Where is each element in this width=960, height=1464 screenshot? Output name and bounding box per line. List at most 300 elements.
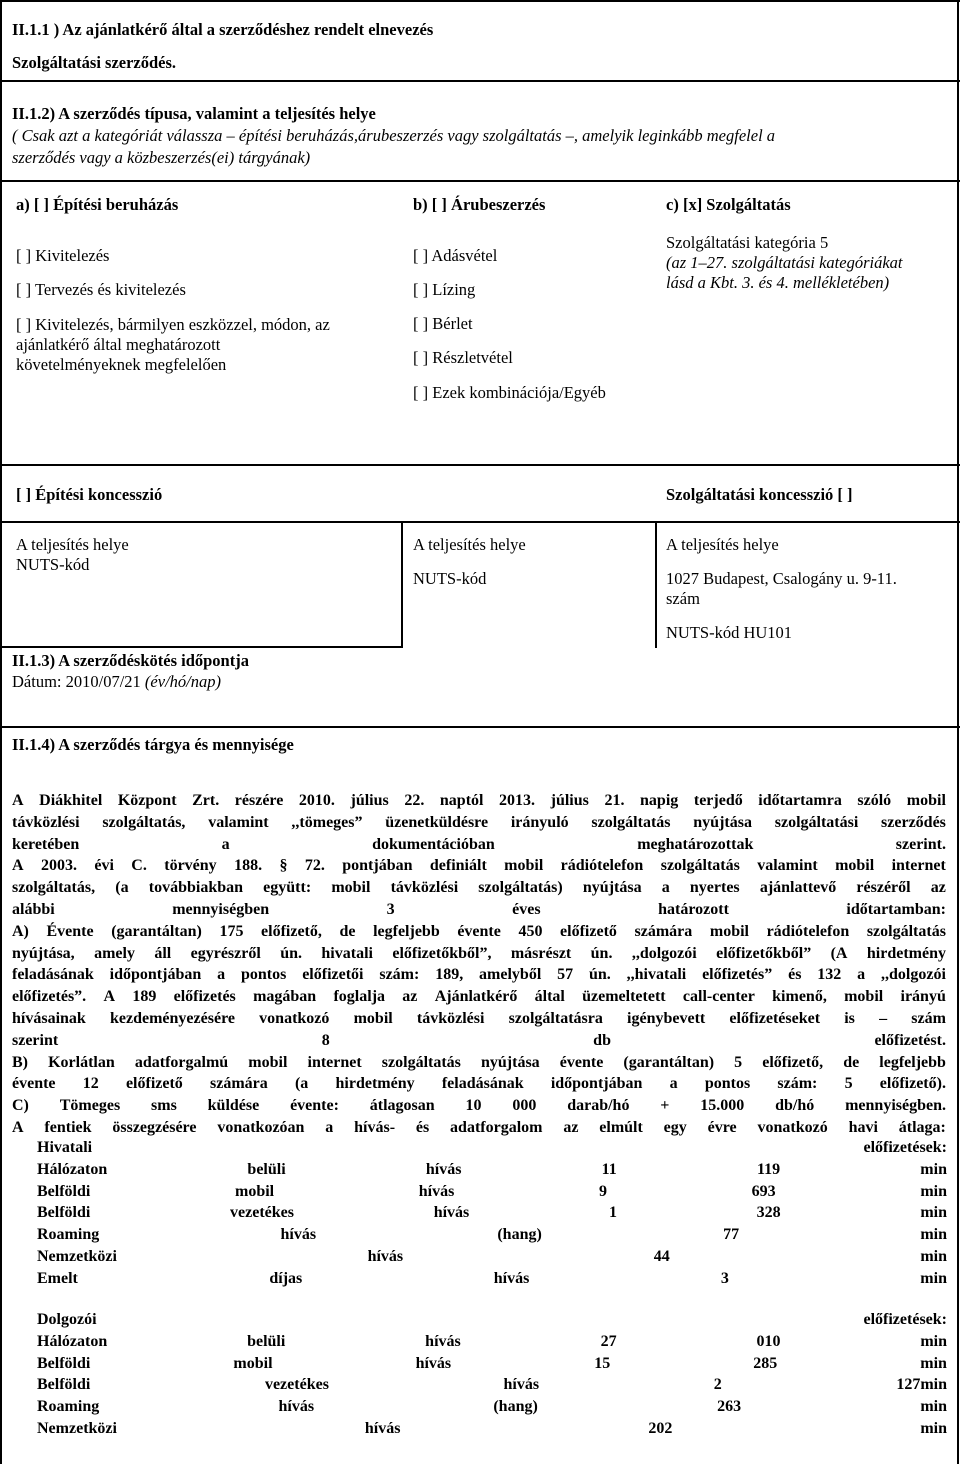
paragraph-word: hivatali xyxy=(321,944,373,962)
paragraph-word: részére xyxy=(234,792,284,809)
paragraph-word: alábbi xyxy=(12,900,55,918)
paragraph-word: 175 xyxy=(219,922,244,940)
section-114-top-border xyxy=(0,726,960,728)
date-value: Dátum: 2010/07/21 xyxy=(12,672,141,691)
paragraph-word: § xyxy=(279,857,288,875)
paragraph-word: 000 xyxy=(512,1097,537,1115)
category-note-line-1: ( Csak azt a kategóriát válassza – építési beruházás,árubeszerzés vagy szolgáltatás –, amelyik leginkább megfelel a xyxy=(12,126,776,145)
paragraph-word: a xyxy=(661,879,670,897)
paragraph-word: db/hó xyxy=(775,1097,815,1115)
paragraph-word: vonatkozóan xyxy=(217,1118,305,1136)
paragraph-word: vonatkozó xyxy=(757,1118,828,1136)
traffic-cell: belüli xyxy=(247,1160,286,1178)
traffic-cell: min xyxy=(920,1160,947,1178)
paragraph-line xyxy=(12,1030,946,1052)
paragraph-word: továbbiakban xyxy=(148,879,244,897)
paragraph-word: ún. xyxy=(588,966,611,984)
traffic-row xyxy=(37,1398,947,1420)
traffic-cell: min xyxy=(920,1269,947,1287)
paragraph-word: üzemeltetett xyxy=(582,988,666,1006)
paragraph-word: egyrészről xyxy=(190,944,261,962)
paragraph-word: előfizető, xyxy=(261,922,322,940)
traffic-cell: min xyxy=(920,1398,947,1416)
paragraph-word: előfizető xyxy=(125,1075,183,1093)
paragraph-word: szolgáltatás) xyxy=(478,879,563,897)
right-border xyxy=(957,0,959,1464)
traffic-cell: 010 xyxy=(756,1332,781,1350)
paragraph-word: definiált xyxy=(429,857,487,875)
paragraph-word: call-center xyxy=(682,988,755,1006)
paragraph-word: legfeljebb xyxy=(879,1053,946,1071)
paragraph-word: Évente xyxy=(46,922,94,940)
paragraph-word: ,,dolgozói xyxy=(631,944,697,962)
paragraph-word: feladásának xyxy=(441,1075,524,1093)
paragraph-word: távközlési xyxy=(12,813,80,831)
traffic-cell: Belföldi xyxy=(37,1376,91,1394)
contract-name: Szolgáltatási szerződés. xyxy=(12,53,177,72)
paragraph-word: valamint xyxy=(757,857,818,875)
paragraph-word: mobil xyxy=(331,879,371,897)
paragraph-word: nyújtása xyxy=(481,1053,540,1071)
paragraph-line xyxy=(12,790,946,812)
service-category-value: Szolgáltatási kategória 5 xyxy=(666,233,829,252)
traffic-cell: díjas xyxy=(269,1269,303,1287)
paragraph-word: évente xyxy=(457,922,501,940)
paragraph-word: ,,dolgozói xyxy=(881,966,946,984)
paragraph-word: db xyxy=(593,1031,611,1049)
paragraph-word: összegzésére xyxy=(112,1118,197,1136)
paragraph-word: átlaga: xyxy=(898,1118,946,1136)
paragraph-word: előfizetőkből”, xyxy=(392,944,492,962)
paragraph-word: távközlési xyxy=(390,879,459,897)
paragraph-word: Központ xyxy=(117,792,177,809)
paragraph-word: szolgáltatás, xyxy=(12,879,96,897)
paragraph-word: dokumentációban xyxy=(372,835,495,853)
place-label: A teljesítés helye xyxy=(16,535,129,554)
paragraph-word: évente: xyxy=(290,1097,339,1115)
traffic-row xyxy=(37,1183,947,1205)
traffic-cell: 1 xyxy=(608,1204,617,1222)
concession-bottom-border xyxy=(0,521,960,523)
paragraph-word: rádiótelefon xyxy=(560,857,644,875)
paragraph-word: adatforgalom xyxy=(450,1118,543,1136)
traffic-row xyxy=(37,1226,947,1248)
paragraph-word: számára xyxy=(210,1075,268,1093)
place-a xyxy=(16,535,129,575)
paragraph-word: időpontjában xyxy=(109,966,202,984)
option-kivitelezes-barmilyen xyxy=(16,315,330,375)
paragraph-word: mobil xyxy=(248,1053,288,1071)
paragraph-word: szolgáltatás xyxy=(591,813,671,831)
traffic-cell: hívás xyxy=(364,1419,401,1437)
paragraph-word: áll xyxy=(154,944,172,962)
paragraph-word: távközlési xyxy=(416,1009,485,1027)
paragraph-word: előfizető, xyxy=(762,1053,824,1071)
paragraph-word: fentiek xyxy=(44,1118,92,1136)
paragraph-word: (garantáltan) xyxy=(623,1053,715,1071)
traffic-cell: 263 xyxy=(717,1398,742,1416)
paragraph-word: irányú xyxy=(900,988,946,1006)
traffic-cell: min xyxy=(920,1332,947,1350)
top-border xyxy=(0,0,960,2)
col-a-title: a) [ ] Építési beruházás xyxy=(16,195,179,214)
paragraph-word: együtt: xyxy=(263,879,312,897)
section-111-heading: II.1.1 ) Az ajánlatkérő által a szerződéshez rendelt elnevezés xyxy=(12,20,434,39)
paragraph-word: szám: xyxy=(379,966,420,984)
nuts-code: NUTS-kód xyxy=(16,555,90,574)
traffic-header-cell: Hivatali xyxy=(37,1139,93,1156)
traffic-cell: Nemzetközi xyxy=(37,1247,117,1265)
paragraph-line xyxy=(12,943,946,965)
traffic-cell: 9 xyxy=(599,1182,608,1200)
traffic-cell: hívás xyxy=(493,1269,530,1287)
paragraph-word: a xyxy=(217,966,226,984)
paragraph-word: számára xyxy=(634,922,693,940)
section-114-heading: II.1.4) A szerződés tárgya és mennyisége xyxy=(12,735,294,754)
paragraph-line xyxy=(12,812,946,834)
place-b xyxy=(413,535,526,589)
paragraph-word: az xyxy=(402,988,418,1006)
paragraph-word: szolgáltatás, xyxy=(102,813,186,831)
paragraph-word: A xyxy=(12,792,24,809)
date-format: (év/hó/nap) xyxy=(144,672,221,691)
paragraph-word: és xyxy=(788,966,802,984)
service-concession: Szolgáltatási koncesszió [ ] xyxy=(666,485,853,504)
paragraph-word: feladásának xyxy=(12,966,94,984)
traffic-cell: (hang) xyxy=(493,1398,538,1416)
paragraph-word: kimenő, xyxy=(772,988,827,1006)
traffic-cell: min xyxy=(920,1226,947,1244)
section-112-heading: II.1.2) A szerződés típusa, valamint a teljesítés helye xyxy=(12,104,376,123)
traffic-header-cell: Dolgozói xyxy=(37,1311,97,1328)
paragraph-word: de xyxy=(843,1053,860,1071)
paragraph-word: A xyxy=(12,1118,24,1136)
paragraph-word: időpontjában xyxy=(550,1075,643,1093)
paragraph-word: átlagosan xyxy=(369,1097,435,1115)
paragraph-word: vonatkozó xyxy=(259,1009,330,1027)
traffic-cell: vezetékes xyxy=(264,1376,329,1394)
traffic-cell: Hálózaton xyxy=(37,1160,108,1178)
paragraph-word: meghatározottak xyxy=(637,835,754,853)
paragraph-word: időtartamra xyxy=(758,792,842,809)
subject-paragraph xyxy=(12,790,946,1139)
service-category xyxy=(666,233,903,293)
traffic-cell: Belföldi xyxy=(37,1204,91,1222)
option-kombinacio: [ ] Ezek kombinációja/Egyéb xyxy=(413,383,606,402)
traffic-row xyxy=(37,1161,947,1183)
paragraph-word: szolgáltatás xyxy=(866,922,946,940)
traffic-row xyxy=(37,1420,947,1442)
paragraph-word: egy xyxy=(663,1118,687,1136)
paragraph-word: évente xyxy=(12,1075,56,1093)
traffic-row xyxy=(37,1270,947,1292)
paragraph-line xyxy=(12,986,946,1008)
paragraph-word: 189, xyxy=(435,966,464,984)
option-berlet: [ ] Bérlet xyxy=(413,314,473,333)
traffic-cell: Roaming xyxy=(37,1398,100,1416)
paragraph-word: az xyxy=(930,879,946,897)
paragraph-word: a xyxy=(857,966,866,984)
traffic-row xyxy=(37,1248,947,1270)
option-lizing: [ ] Lízing xyxy=(413,280,476,299)
paragraph-word: előfizető). xyxy=(879,1075,946,1093)
traffic-cell: hívás xyxy=(415,1354,452,1372)
paragraph-word: és xyxy=(415,1118,430,1136)
paragraph-word: naptól xyxy=(439,792,484,809)
paragraph-word: magában xyxy=(253,988,317,1006)
paragraph-word: szolgáltatási xyxy=(774,813,859,831)
paragraph-word: előfizetés xyxy=(173,988,236,1006)
paragraph-line xyxy=(12,855,946,877)
paragraph-word: elmúlt xyxy=(599,1118,643,1136)
section-111-divider xyxy=(0,80,960,82)
paragraph-word: de xyxy=(339,922,356,940)
paragraph-word: Zrt. xyxy=(192,792,220,809)
traffic-cell: hívás xyxy=(418,1182,455,1200)
traffic-cell: Belföldi xyxy=(37,1354,91,1372)
paragraph-word: mobil xyxy=(504,857,544,875)
traffic-cell: hívás xyxy=(503,1376,540,1394)
paragraph-word: szám: xyxy=(777,1075,818,1093)
paragraph-word: 2010. xyxy=(298,792,335,809)
traffic-cell: 77 xyxy=(723,1226,740,1244)
paragraph-word: igénybevett xyxy=(627,1009,706,1027)
traffic-cell: 44 xyxy=(653,1247,670,1265)
paragraph-line xyxy=(12,1052,946,1074)
option-line: [ ] Kivitelezés, bármilyen eszközzel, módon, az xyxy=(16,315,330,334)
traffic-cell: 127min xyxy=(896,1376,947,1394)
traffic-cell: Emelt xyxy=(37,1269,78,1287)
paragraph-word: szám xyxy=(911,1009,946,1027)
paragraph-word: határozott xyxy=(658,900,729,918)
paragraph-word: szerint xyxy=(12,1031,59,1049)
paragraph-word: mobil xyxy=(844,988,884,1006)
paragraph-word: a xyxy=(669,1075,678,1093)
paragraph-line xyxy=(12,1073,946,1095)
paragraph-word: darab/hó xyxy=(567,1097,630,1115)
paragraph-word: 57 xyxy=(557,966,574,984)
paragraph-word: ,,tömeges” xyxy=(291,813,363,831)
paragraph-word: üzenetküldésre xyxy=(385,813,489,831)
traffic-header xyxy=(37,1311,947,1333)
paragraph-word: időtartamban: xyxy=(846,900,946,918)
paragraph-word: szóló xyxy=(857,792,892,809)
address-line: 1027 Budapest, Csalogány u. 9-11. xyxy=(666,569,897,588)
paragraph-word: (a xyxy=(294,1075,309,1093)
option-tervezes-kivitelezes: [ ] Tervezés és kivitelezés xyxy=(16,280,186,299)
paragraph-word: előfizetés” xyxy=(702,966,773,984)
traffic-cell: hívás xyxy=(425,1160,462,1178)
traffic-row xyxy=(37,1376,947,1398)
traffic-row xyxy=(37,1333,947,1355)
paragraph-word: mobil xyxy=(906,792,946,809)
paragraph-word: 5 xyxy=(734,1053,743,1071)
traffic-cell: Nemzetközi xyxy=(37,1419,117,1437)
paragraph-word: évi xyxy=(94,857,114,875)
paragraph-word: szerződés xyxy=(881,813,946,831)
paragraph-word: 10 xyxy=(465,1097,482,1115)
paragraph-word: 2013. xyxy=(499,792,536,809)
paragraph-word: 21. xyxy=(604,792,625,809)
paragraph-word: (garantáltan) xyxy=(111,922,202,940)
traffic-cell: mobil xyxy=(233,1354,273,1372)
paragraph-word: 72. xyxy=(304,857,325,875)
traffic-cell: hívás xyxy=(278,1398,315,1416)
traffic-cell: 3 xyxy=(720,1269,729,1287)
place-label: A teljesítés helye xyxy=(413,535,526,554)
paragraph-word: 8 xyxy=(321,1031,330,1049)
traffic-cell: belüli xyxy=(247,1332,286,1350)
traffic-cell: min xyxy=(920,1419,947,1437)
paragraph-word: A) xyxy=(12,922,29,940)
paragraph-word: internet xyxy=(307,1053,362,1071)
paragraph-word: napig xyxy=(640,792,679,809)
service-category-note: lásd a Kbt. 3. és 4. mellékletében) xyxy=(666,273,890,292)
traffic-cell: vezetékes xyxy=(230,1204,294,1222)
paragraph-word: sms xyxy=(151,1097,177,1115)
service-category-note: (az 1–27. szolgáltatási kategóriákat xyxy=(666,253,903,272)
traffic-cell: 285 xyxy=(753,1354,778,1372)
traffic-cell: Roaming xyxy=(37,1226,100,1244)
paragraph-word: előfizetőkből” xyxy=(716,944,812,962)
paragraph-word: (A xyxy=(830,944,848,962)
address-line: szám xyxy=(666,589,700,608)
paragraph-word: részéről xyxy=(856,879,911,897)
paragraph-word: szolgáltatás xyxy=(381,1053,461,1071)
paragraph-word: terjedő xyxy=(693,792,743,809)
paragraph-word: előfizetést. xyxy=(874,1031,946,1049)
paragraph-word: hirdetmény xyxy=(866,944,946,962)
option-line: követelményeknek megfelelően xyxy=(16,355,227,374)
paragraph-word: hívásainak xyxy=(12,1009,86,1027)
paragraph-word: 3 xyxy=(386,900,395,918)
paragraph-word: foglalja xyxy=(333,988,386,1006)
paragraph-word: szerint. xyxy=(895,835,946,853)
paragraph-word: szolgáltatás xyxy=(660,857,740,875)
paragraph-word: 189 xyxy=(132,988,157,1006)
traffic-hivatali xyxy=(37,1139,947,1292)
paragraph-word: mobil xyxy=(709,922,749,940)
traffic-cell: min xyxy=(920,1354,947,1372)
col-a-b-divider xyxy=(401,521,403,648)
paragraph-word: a xyxy=(325,1118,334,1136)
paragraph-word: 2003. xyxy=(40,857,77,875)
paragraph-word: szolgáltatásra xyxy=(508,1009,603,1027)
paragraph-word: előfizetéseket xyxy=(729,1009,821,1027)
paragraph-word: nyertes xyxy=(689,879,740,897)
paragraph-word: keretében xyxy=(12,835,80,853)
option-kivitelezes: [ ] Kivitelezés xyxy=(16,246,110,265)
paragraph-word: ún. xyxy=(280,944,302,962)
paragraph-word: hívás- xyxy=(354,1118,396,1136)
traffic-cell: 15 xyxy=(594,1354,611,1372)
paragraph-line xyxy=(12,1008,946,1030)
paragraph-word: C. xyxy=(131,857,147,875)
paragraph-word: C) xyxy=(12,1097,29,1115)
type-table-top-border xyxy=(0,180,960,182)
paragraph-word: előfizetés”. xyxy=(12,988,87,1006)
paragraph-word: Tömeges xyxy=(59,1097,121,1115)
place-c xyxy=(666,535,897,643)
paragraph-word: július xyxy=(550,792,589,809)
option-adasvetel: [ ] Adásvétel xyxy=(413,246,498,265)
paragraph-word: előfizetői xyxy=(302,966,364,984)
paragraph-word: 132 xyxy=(817,966,842,984)
paragraph-word: + xyxy=(660,1097,670,1115)
traffic-cell: 693 xyxy=(751,1182,776,1200)
place-label: A teljesítés helye xyxy=(666,535,779,554)
paragraph-word: törvény xyxy=(164,857,217,875)
paragraph-word: irányuló xyxy=(510,813,569,831)
section-113-heading: II.1.3) A szerződéskötés időpontja xyxy=(12,651,249,670)
paragraph-word: ún. xyxy=(590,944,613,962)
traffic-row xyxy=(37,1204,947,1226)
traffic-cell: 328 xyxy=(756,1204,781,1222)
place-a-bottom-border xyxy=(0,646,403,648)
paragraph-word: másrészt xyxy=(510,944,572,962)
paragraph-line xyxy=(12,899,946,921)
paragraph-word: amelyből xyxy=(479,966,542,984)
paragraph-word: mobil xyxy=(835,857,875,875)
paragraph-word: valamint xyxy=(208,813,269,831)
col-c-title: c) [x] Szolgáltatás xyxy=(666,195,791,214)
paragraph-word: 450 xyxy=(518,922,543,940)
paragraph-word: nyújtása xyxy=(693,813,752,831)
paragraph-line xyxy=(12,877,946,899)
traffic-cell: min xyxy=(920,1204,947,1222)
traffic-cell: 2 xyxy=(713,1376,722,1394)
paragraph-word: éves xyxy=(512,900,541,918)
paragraph-line xyxy=(12,1095,946,1117)
traffic-header xyxy=(37,1139,947,1161)
paragraph-word: nyújtása, xyxy=(12,944,75,962)
paragraph-word: A xyxy=(103,988,116,1006)
traffic-cell: hívás xyxy=(367,1247,404,1265)
paragraph-word: Diákhitel xyxy=(39,792,103,809)
col-b-title: b) [ ] Árubeszerzés xyxy=(413,195,546,214)
nuts-code: NUTS-kód xyxy=(413,569,487,588)
paragraph-word: amely xyxy=(94,944,135,962)
paragraph-word: is xyxy=(844,1009,855,1027)
paragraph-word: – xyxy=(879,1009,888,1027)
paragraph-word: adatforgalmú xyxy=(134,1053,229,1071)
option-line: ajánlatkérő által meghatározott xyxy=(16,335,221,354)
paragraph-line xyxy=(12,834,946,856)
paragraph-word: július xyxy=(350,792,389,809)
paragraph-line xyxy=(12,921,946,943)
traffic-cell: Hálózaton xyxy=(37,1332,108,1350)
paragraph-word: mennyiségben xyxy=(172,900,270,918)
paragraph-word: hirdetmény xyxy=(335,1075,415,1093)
paragraph-word: Ajánlatkérő xyxy=(434,988,518,1006)
concession-top-border xyxy=(0,464,960,466)
paragraph-word: internet xyxy=(891,857,946,875)
traffic-cell: 202 xyxy=(648,1419,673,1437)
traffic-cell: mobil xyxy=(235,1182,275,1200)
construction-concession: [ ] Építési koncesszió xyxy=(16,485,163,504)
paragraph-word: évre xyxy=(707,1118,737,1136)
contract-date xyxy=(12,672,221,692)
paragraph-word: A xyxy=(12,857,24,875)
traffic-header-cell: előfizetések: xyxy=(863,1139,947,1156)
paragraph-word: ,,hivatali xyxy=(626,966,687,984)
paragraph-word: ajánlattevő xyxy=(759,879,837,897)
paragraph-word: mobil xyxy=(353,1009,393,1027)
paragraph-word: küldése xyxy=(207,1097,260,1115)
paragraph-word: 12 xyxy=(82,1075,99,1093)
traffic-cell: hívás xyxy=(425,1332,461,1350)
traffic-dolgozoi xyxy=(37,1311,947,1442)
